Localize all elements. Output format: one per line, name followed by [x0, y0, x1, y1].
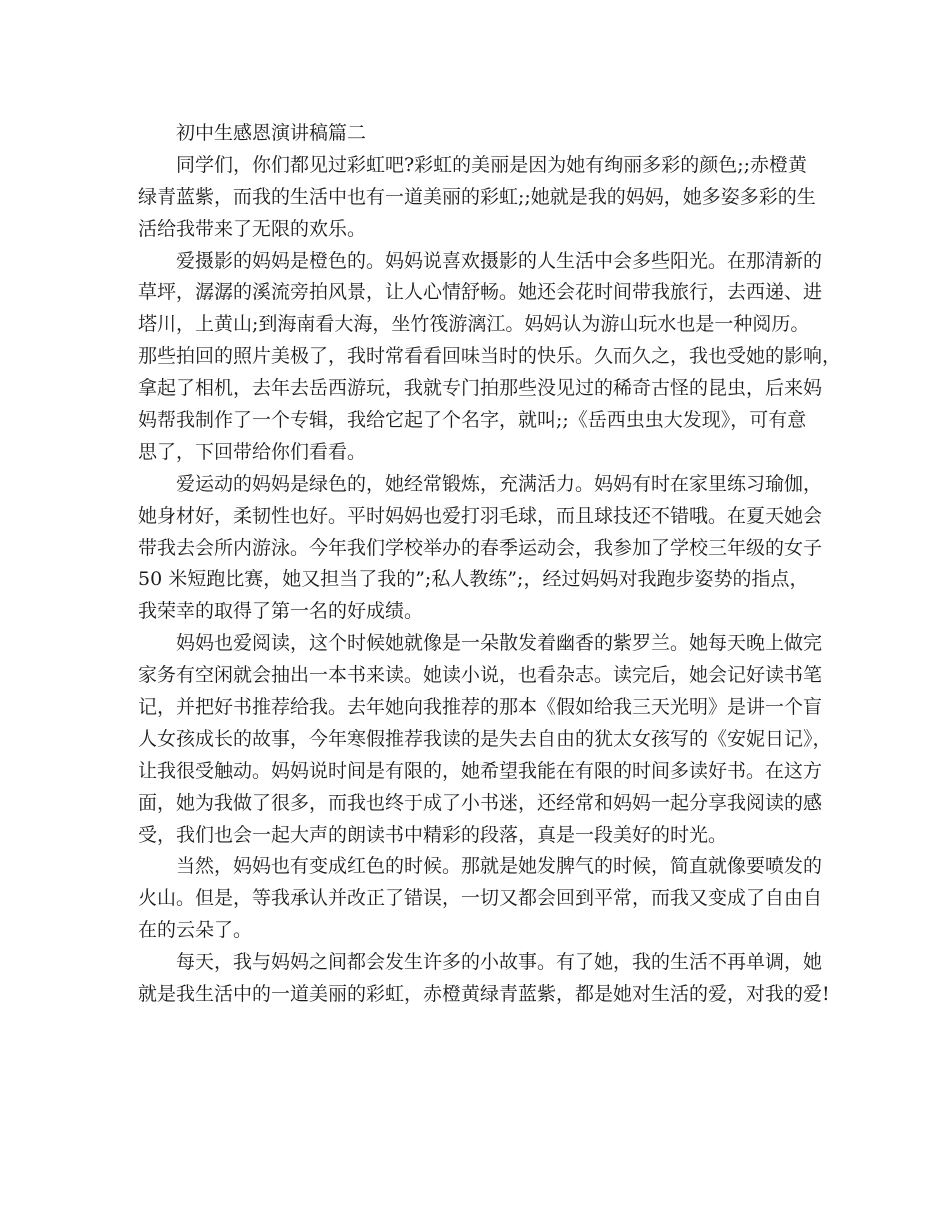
paragraph-line: 那些拍回的照片美极了，我时常看看回味当时的快乐。久而久之，我也受她的影响， — [138, 345, 842, 368]
paragraph-line: 妈妈也爱阅读，这个时候她就像是一朵散发着幽香的紫罗兰。她每天晚上做完 — [176, 632, 823, 655]
paragraph-6 — [138, 947, 828, 1011]
paragraph-line: 活给我带来了无限的欢乐。 — [138, 217, 367, 240]
document-title: 初中生感恩演讲稿篇二 — [176, 122, 367, 144]
paragraph-line: 思了，下回带给你们看看。 — [138, 440, 367, 463]
paragraph-3 — [138, 469, 828, 628]
paragraph-line: 每天，我与妈妈之间都会发生许多的小故事。有了她，我的生活不再单调，她 — [176, 951, 823, 974]
paragraph-line: 妈帮我制作了一个专辑，我给它起了个名字，就叫;;《岳西虫虫大发现》，可有意 — [138, 409, 807, 432]
paragraph-line: 带我去会所内游泳。今年我们学校举办的春季运动会，我参加了学校三年级的女子 — [138, 536, 823, 559]
paragraph-line: 人女孩成长的故事，今年寒假推荐我读的是失去自由的犹太女孩写的《安妮日记》， — [138, 727, 832, 750]
paragraph-line: 在的云朵了。 — [138, 919, 253, 942]
paragraph-2 — [138, 246, 842, 469]
paragraph-5 — [138, 851, 828, 947]
paragraph-1 — [138, 150, 828, 246]
paragraph-line: 家务有空闲就会抽出一本书来读。她读小说，也看杂志。读完后，她会记好读书笔 — [138, 664, 823, 687]
paragraph-line: 她身材好，柔韧性也好。平时妈妈也爱打羽毛球，而且球技还不错哦。在夏天她会 — [138, 504, 823, 527]
paragraph-line: 就是我生活中的一道美丽的彩虹，赤橙黄绿青蓝紫，都是她对生活的爱，对我的爱! — [138, 983, 830, 1006]
paragraph-line: 让我很受触动。妈妈说时间是有限的，她希望我能在有限的时间多读好书。在这方 — [138, 759, 823, 782]
paragraph-line: 草坪，潺潺的溪流旁拍风景，让人心情舒畅。她还会花时间带我旅行，去西递、进 — [138, 281, 823, 304]
paragraph-line: 塔川，上黄山;到海南看大海，坐竹筏游漓江。妈妈认为游山玩水也是一种阅历。 — [138, 313, 810, 336]
paragraph-line: 面，她为我做了很多，而我也终于成了小书迷，还经常和妈妈一起分享我阅读的感 — [138, 791, 823, 814]
paragraph-line: 50 米短跑比赛，她又担当了我的”;私人教练”;，经过妈妈对我跑步姿势的指点， — [138, 568, 809, 591]
paragraph-line: 受，我们也会一起大声的朗读书中精彩的段落，真是一段美好的时光。 — [138, 823, 728, 846]
paragraph-line: 爱运动的妈妈是绿色的，她经常锻炼，充满活力。妈妈有时在家里练习瑜伽， — [176, 472, 823, 495]
paragraph-line: 当然，妈妈也有变成红色的时候。那就是她发脾气的时候，简直就像要喷发的 — [176, 855, 823, 878]
paragraph-line: 爱摄影的妈妈是橙色的。妈妈说喜欢摄影的人生活中会多些阳光。在那清新的 — [176, 249, 823, 272]
paragraph-line: 绿青蓝紫，而我的生活中也有一道美丽的彩虹;;她就是我的妈妈，她多姿多彩的生 — [138, 185, 816, 208]
paragraph-line: 火山。但是，等我承认并改正了错误，一切又都会回到平常，而我又变成了自由自 — [138, 887, 823, 910]
paragraph-line: 拿起了相机，去年去岳西游玩，我就专门拍那些没见过的稀奇古怪的昆虫，后来妈 — [138, 377, 823, 400]
paragraph-line: 同学们，你们都见过彩虹吧?彩虹的美丽是因为她有绚丽多彩的颜色;;赤橙黄 — [176, 153, 807, 176]
document-body — [138, 118, 842, 1011]
paragraph-4 — [138, 628, 832, 851]
paragraph-line: 记，并把好书推荐给我。去年她向我推荐的那本《假如给我三天光明》是讲一个盲 — [138, 696, 823, 719]
paragraph-line: 我荣幸的取得了第一名的好成绩。 — [138, 600, 424, 623]
